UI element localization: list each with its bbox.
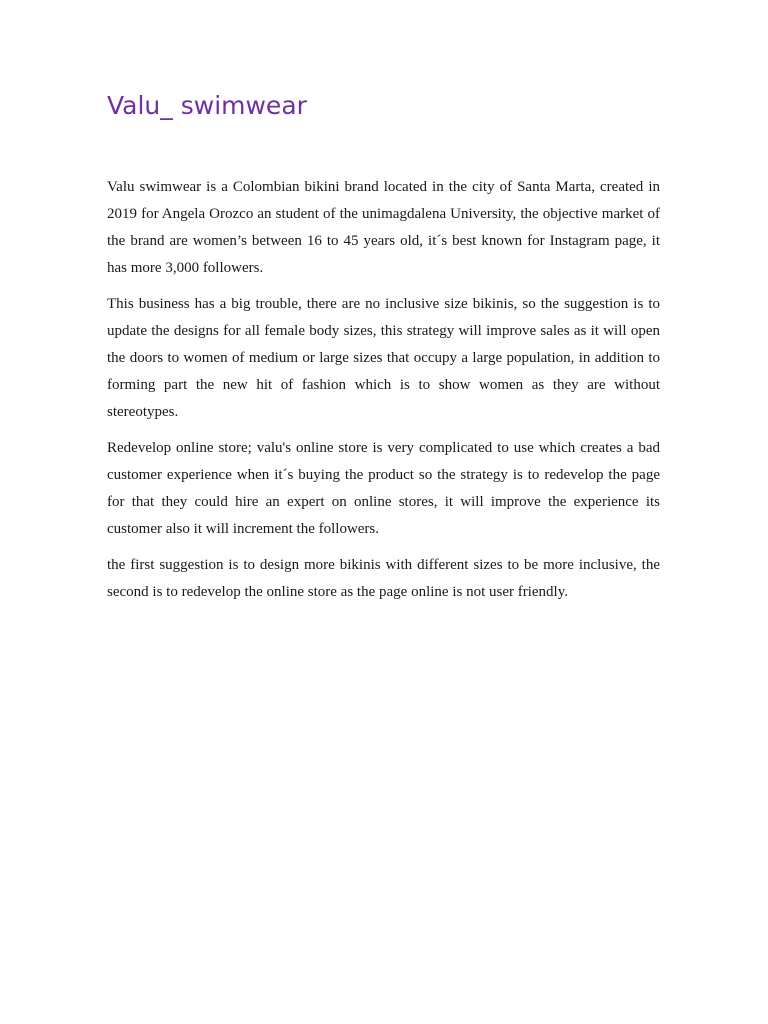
paragraph-online-store: Redevelop online store; valu's online store is very complicated to use which creates a bad customer experience when it´s buying the product so the strategy is to redevelop the page for that they could hire an expert on online stores, it will improve the experience its customer also it will increment the followers. [107, 440, 660, 537]
paragraph-intro: Valu swimwear is a Colombian bikini brand located in the city of Santa Marta, created in 2019 for Angela Orozco an student of the unimagdalena University, the objective market of the brand are women’s between 16 to 45 years old, it´s best known for Instagram page, it has more 3,000 followers. [107, 179, 660, 276]
paragraph-conclusion: the first suggestion is to design more bikinis with different sizes to be more inclusive, the second is to redevelop the online store as the page online is not user friendly. [107, 557, 660, 601]
document-content [107, 88, 660, 616]
document-title: Valu_ swimwear [107, 91, 307, 120]
document-body [107, 174, 660, 606]
paragraph-inclusive-sizes: This business has a big trouble, there are no inclusive size bikinis, so the suggestion is to update the designs for all female body sizes, this strategy will improve sales as it will open the doors to women of medium or large sizes that occupy a large population, in addition to forming part the new hit of fashion which is to show women as they are without stereotypes. [107, 296, 660, 420]
